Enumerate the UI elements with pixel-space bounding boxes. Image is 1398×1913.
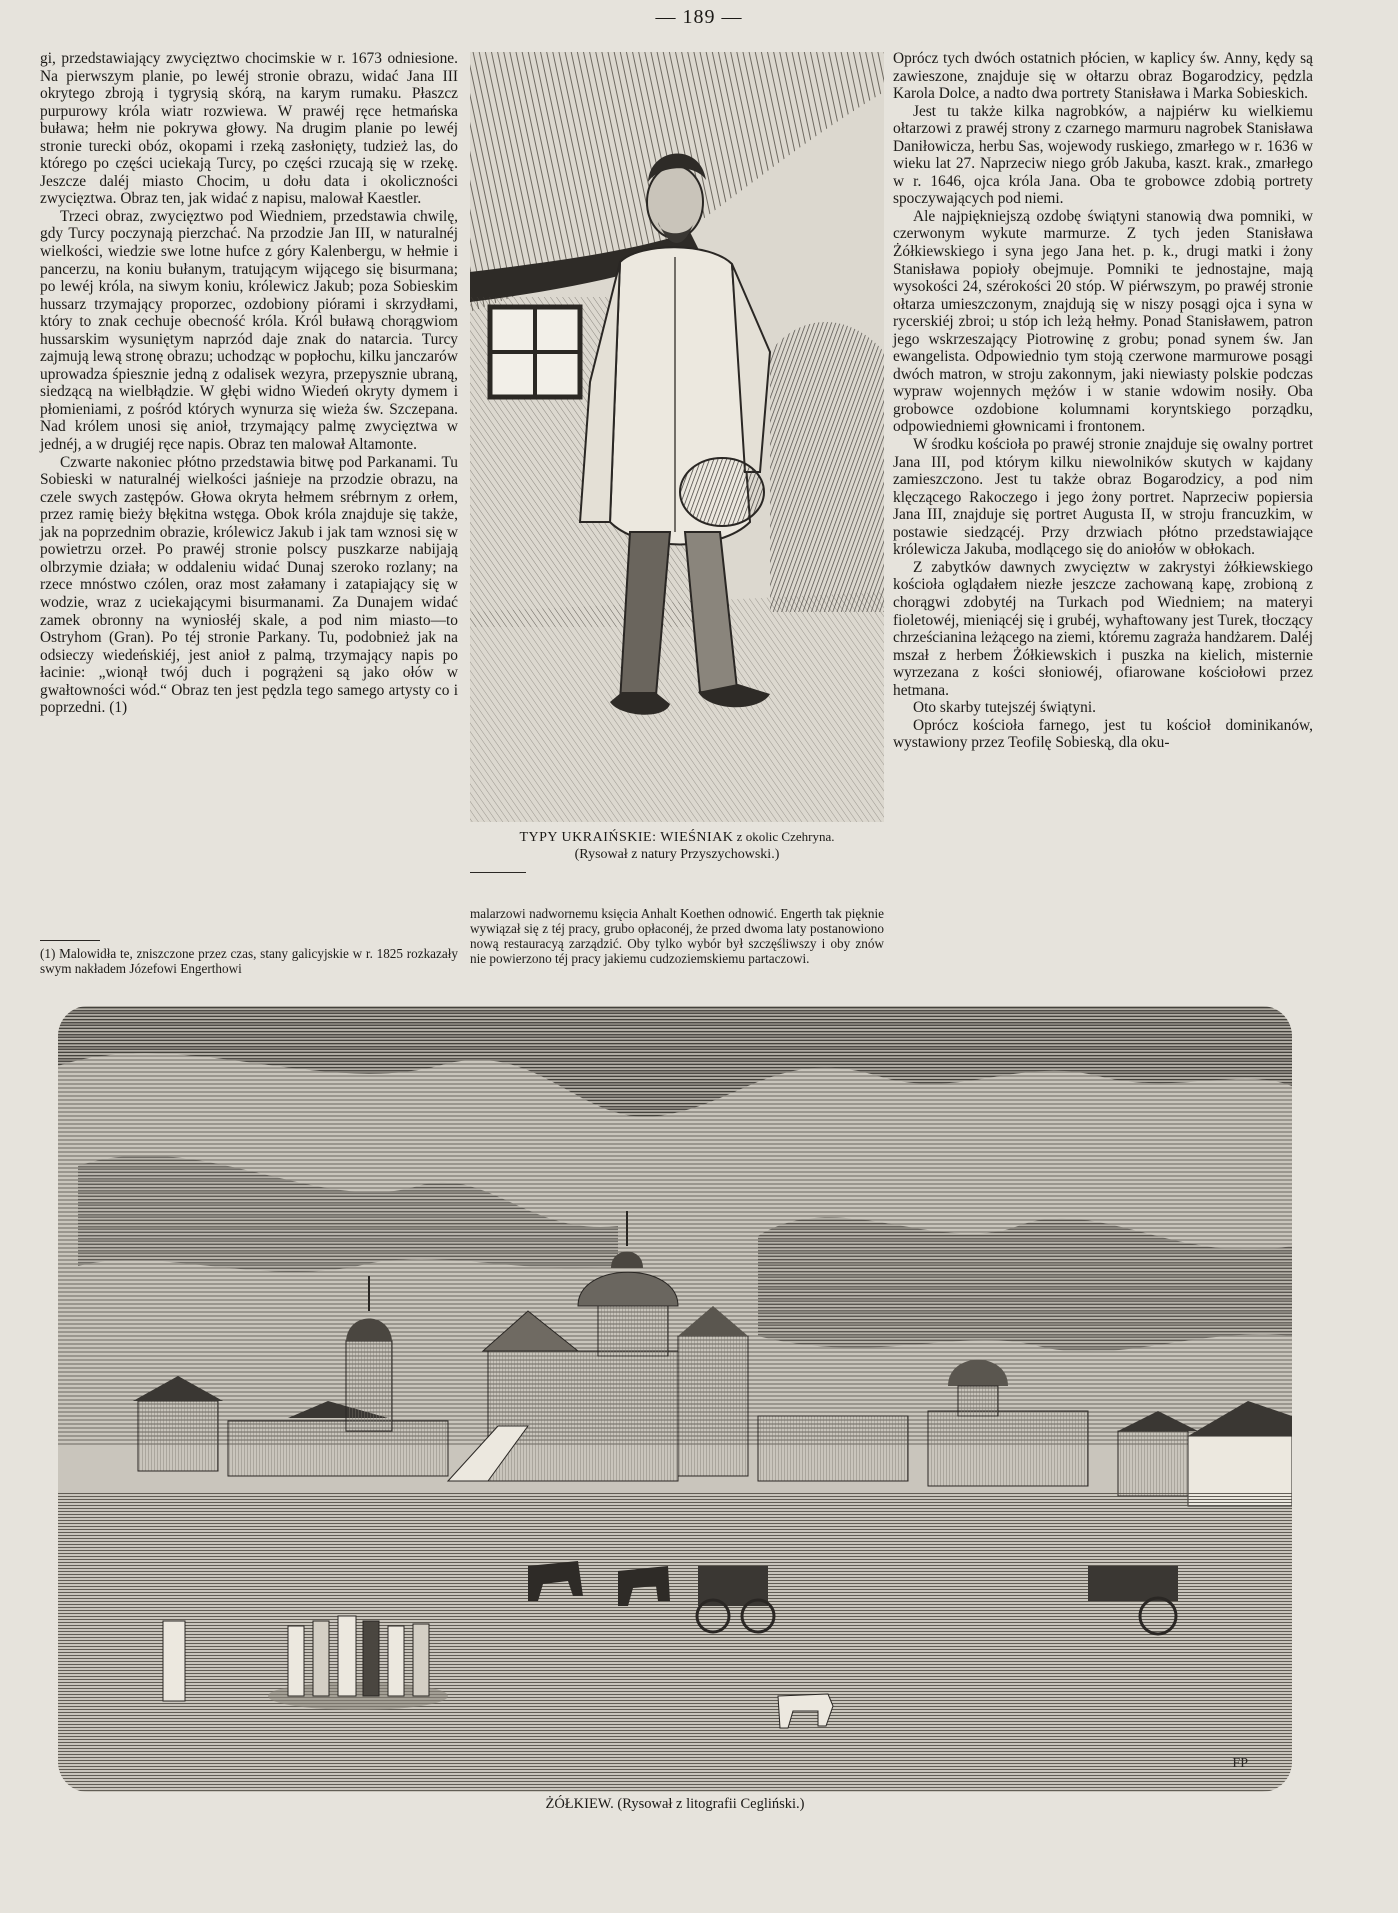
peasant-engraving-art: [470, 52, 884, 822]
right-paragraph-3: Ale najpiękniejszą ozdobę świątyni stanowią dwa pomniki, w czerwonym wykute marmurze. Z tych jeden Stanisława Żółkiewskiego i syna jego Jana het. p. k., drugi matki i żony Stanisława popioły obejmuje. Pomniki te jednostajne, mają wysokości 24, szérokości 20 stóp. W piérwszym, po prawéj stronie ołtarza umieszczonym, znajdują się w niszy posągi ojca i syna w rycerskiéj zbroi; u stóp ich leżą hełmy. Ponad Stanisławem, patron jego wskrzeszający Piotrowinę z grobu; ponad synem św. Jan ewangelista. Odpowiednio tym stoją czerwone marmurowe posągi dwóch matron, w stroju zakonnym, jaki niewiasty polskie podczas wypraw wojennych mężów i w stanie wdowim nosiły. Oba grobowce ozdobione kolumnami koryntskiego porządku, odpowiedniemi głownicami i frontonem.: [893, 207, 1313, 436]
right-paragraph-6: Oto skarby tutejszéj świątyni.: [913, 699, 1096, 717]
peasant-engraving: [470, 52, 884, 822]
left-paragraph-1: gi, przedstawiający zwycięztwo chocimskie w r. 1673 odniesione. Na pierwszym planie, po lewéj stronie obrazu, widać Jana III okrytego zbroją i tygrysią skórą, na karym rumaku. Płaszcz purpurowy króla wiatr rozwiewa. W prawéj ręce hetmańska buława; hełm nie pokrywa głowy. Na drugim planie po lewéj stronie turecki obóz, okopami i rzeką zasłonięty, tudzież las, do którego po części uciekają Turcy, po części rzucają się w rzekę. Jeszcze daléj miasto Chocim, u dołu data i okoliczności zwycięztwa. Obraz ten, jak widać z napisu, malował Kaestler.: [40, 50, 458, 208]
artist-monogram: FP: [1232, 1756, 1248, 1771]
peasant-caption: [470, 828, 884, 863]
right-paragraph-5: Z zabytków dawnych zwycięztw w zakrystyi żółkiewskiego kościoła oglądałem niezłe jeszcze zachowaną kapę, zrobioną z chorągwi zdobytéj na Turkach pod Wiedniem; na materyi fioletowéj, mieniącéj się i grubéj, wyhaftowany jest Turek, tłoczący chrześcianina leżącego na ziemi, któremu zagraża handżarem. Daléj mszał z herbem Żółkiewskich i puszka na kielich, misternie wyrzezana z kości słoniowéj, ofiarowane kościołowi przez hetmana.: [893, 558, 1314, 699]
peasant-caption-place: z okolic Czehryna.: [733, 829, 835, 844]
left-column: [40, 50, 458, 717]
page-number: — 189 —: [655, 6, 743, 28]
footnote-1: (1) Malowidła te, zniszczone przez czas, stany galicyjskie w r. 1825 rozkazały swym nakładem Józefowi Engerthowi: [40, 946, 458, 976]
footnote-separator: [40, 940, 100, 941]
left-paragraph-3: Czwarte nakoniec płótno przedstawia bitwę pod Parkanami. Tu Sobieski w naturalnéj wielkości jaśnieje na przodzie obrazu, na czele swych zastępów. Głowa okryta hełmem srébrnym z orłem, przez ramię bieży błękitna wstęga. Obok króla znajduje się także, jak na poprzednim obrazie, królewicz Jakub i jak tam wznosi się w powietrzu orzeł. Po prawéj stronie polscy puszkarze nabijają olbrzymie działa; w oddaleniu widać Dunaj szeroko rozlany; na rzece mnóstwo czólen, oraz most załamany i zatapiający się w wodzie, wraz z uciekającymi bisurmanami. Za Dunajem widać zamek obronny na wyniosłéj skale, a pod nim miasto—to Ostryhom (Gran). Po téj stronie Parkany. Tu, podobnież jak na odsieczy wiedeńskiéj, jest anioł z palmą, trzymający napis po łacinie: „wionął twój duch i pogrążeni są jako ołów w gwałtowności wód.“ Obraz ten jest pędzla tego samego artysty co i poprzedni. (1): [40, 453, 458, 717]
peasant-caption-credit: (Rysował z natury Przyszychowski.): [574, 847, 780, 862]
right-paragraph-2: Jest tu także kilka nagrobków, a najpiérw ku wielkiemu ołtarzowi z prawéj strony z czarnego marmuru nagrobek Stanisława Daniłowicza, herbu Sas, wojewody ruskiego, zmarłego w r. 1636 w wieku lat 27. Naprzeciw niego grób Jakuba, kaszt. krak., zmarłego w r. 1646, ojca króla Jana. Oba te grobowce zdobią portrety spoczywających pod niemi.: [893, 102, 1313, 208]
right-paragraph-1: Oprócz tych dwóch ostatnich płócien, w kaplicy św. Anny, kędy są zawieszone, znajduje się w ołtarzu obraz Bogarodzicy, pędzla Karola Dolce, a nadto dwa portrety Stanisława i Marka Sobieskich.: [893, 50, 1313, 103]
zolkiew-engraving: [58, 1006, 1292, 1792]
peasant-caption-title: TYPY UKRAIŃSKIE: WIEŚNIAK: [519, 830, 734, 845]
middle-footnote-separator: [470, 872, 526, 873]
right-column: [893, 50, 1313, 752]
footnote-1-continued: malarzowi nadwornemu księcia Anhalt Koethen odnowić. Engerth tak pięknie wywiązał się z téj pracy, grubo opłaconéj, że przed dwoma laty postanowiono nową restauracyą zarządzić. Oby tylko wybór był szczęśliwszy i oby znów nie powierzono téj pracy jakiemu cudzoziemskiemu partaczowi.: [470, 906, 884, 966]
right-paragraph-4: W środku kościoła po prawéj stronie znajduje się owalny portret Jana III, pod którym kilku niewolników skutych w kajdany zamieszczono. Jest tu także obraz Bogarodzicy, a pod nim klęczącego Rakoczego i jego żony portret. Naprzeciw popiersia Jana III, znajduje się portret Augusta II, w stroju francuzkim, w postawie siedzącéj. Przy drzwiach płótno przedstawiające królewicza Jakuba, modlącego się do aniołów w obłokach.: [893, 436, 1313, 559]
right-paragraph-7: Oprócz kościoła farnego, jest tu kościoł dominikanów, wystawiony przez Teofilę Sobieską, dla oku-: [893, 716, 1313, 752]
zolkiew-engraving-art: [58, 1006, 1292, 1792]
zolkiew-caption: ŻÓŁKIEW. (Rysował z litografii Cegliński.): [545, 1796, 805, 1812]
left-paragraph-2: Trzeci obraz, zwycięztwo pod Wiedniem, przedstawia chwilę, gdy Turcy poczynają pierzchać. Na przodzie Jan III, w naturalnéj wielkości, wiedzie swe lotne hufce z góry Kalenbergu, w hełmie i pancerzu, na koniu bułanym, tratującym wijącego się bisurmana; po lewéj króla, na siwym koniu, królewicz Jakub; poza Sobieskim hussarz trzymający proporzec, ozdobiony piórami i skrzydłami, który to znak cechuje obecność króla. Król buławą chorągwiom hussarskim wysuniętym naprzód daje znak do natarcia. Turcy zajmują lewą stronę obrazu; uchodząc w popłochu, kilku janczarów uprowadza śpiesznie jedną z odalisek wezyra, przepysznie ubraną, siedzącą na wielbłądzie. W głębi widno Wiedeń okryty dymem i płomieniami, z pośród których wynurza się wieża św. Szczepana. Nad królem unosi się anioł, trzymający palmę zwycięztwa w jednéj, a w drugiéj ręce napis. Obraz ten malował Altamonte.: [40, 207, 458, 454]
